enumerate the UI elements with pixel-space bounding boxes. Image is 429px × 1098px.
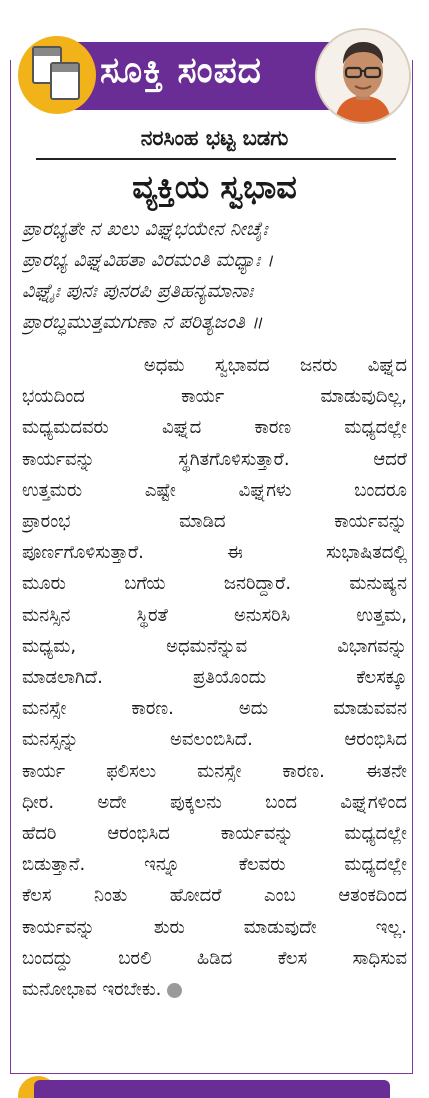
- article-title: ವ್ಯಕ್ತಿಯ ಸ್ವಭಾವ: [132, 168, 297, 206]
- sanskrit-verse: [22, 214, 407, 338]
- article-body: [22, 350, 407, 1005]
- author-portrait: [317, 30, 409, 122]
- body-line: ಕಾರ್ಯವನ್ನು ಸ್ಥಗಿತಗೊಳಿಸುತ್ತಾರೆ. ಆದರೆ: [22, 448, 407, 470]
- body-line: ಮಾಡಲಾಗಿದೆ. ಪ್ರತಿಯೊಂದು ಕೆಲಸಕ್ಕೂ: [22, 667, 407, 689]
- body-line: ಮನಸ್ಸಿನ ಸ್ಥಿರತೆ ಅನುಸರಿಸಿ ಉತ್ತಮ,: [22, 604, 407, 626]
- body-line: ಕಾರ್ಯ ಫಲಿಸಲು ಮನಸ್ಸೇ ಕಾರಣ. ಈತನೇ: [22, 760, 407, 782]
- verse-line: ಪ್ರಾರಭ್ಯ ವಿಘ್ನವಿಹತಾ ವಿರಮಂತಿ ಮಧ್ಯಾಃ ।: [22, 249, 274, 271]
- body-line: ಮನಸ್ಸೇ ಕಾರಣ. ಅದು ಮಾಡುವವನ: [22, 698, 407, 720]
- body-line: ಮಧ್ಯಮದವರು ವಿಘ್ನದ ಕಾರಣ ಮಧ್ಯದಲ್ಲೇ: [22, 417, 407, 439]
- verse-line: ಪ್ರಾರಬ್ಧಮುತ್ತಮಗುಣಾ ನ ಪರಿತ್ಯಜಂತಿ ॥: [22, 311, 263, 333]
- body-line: ಹೆದರಿ ಆರಂಭಿಸಿದ ಕಾರ್ಯವನ್ನು ಮಧ್ಯದಲ್ಲೇ: [22, 823, 407, 845]
- body-line: ಮಧ್ಯಮ, ಅಧಮನೆನ್ನುವ ವಿಭಾಗವನ್ನು: [22, 635, 407, 657]
- column-title: ಸೂಕ್ತಿ ಸಂಪದ: [100, 50, 262, 91]
- end-of-article-dot-icon: [167, 983, 182, 998]
- body-line-last: [22, 974, 407, 1005]
- body-line: ಅಧಮ ಸ್ವಭಾವದ ಜನರು ವಿಘ್ನದ: [22, 355, 407, 376]
- author-divider: [36, 158, 396, 160]
- body-line: ಧೀರ. ಅದೇ ಪುಕ್ಕಲನು ಬಂದ ವಿಘ್ನಗಳಿಂದ: [22, 791, 407, 813]
- verse-line: ಪ್ರಾರಭ್ಯತೇ ನ ಖಲು ವಿಘ್ನಭಯೇನ ನೀಚೈಃ: [22, 218, 268, 240]
- next-column-header-bar: [34, 1080, 390, 1098]
- body-line: ಕಾರ್ಯವನ್ನು ಶುರು ಮಾಡುವುದೇ ಇಲ್ಲ.: [22, 916, 407, 938]
- author-name: ನರಸಿಂಹ ಭಟ್ಟ ಬಡಗು: [140, 126, 289, 150]
- body-line: ಬಂದದ್ದು ಬರಲಿ ಹಿಡಿದ ಕೆಲಸ ಸಾಧಿಸುವ: [22, 947, 407, 969]
- body-line: ಕೆಲಸ ನಿಂತು ಹೋದರೆ ಎಂಬ ಆತಂಕದಿಂದ: [22, 885, 407, 907]
- body-line: ಪ್ರಾರಂಭ ಮಾಡಿದ ಕಾರ್ಯವನ್ನು: [22, 511, 407, 533]
- body-line: ಮನಸ್ಸನ್ನು ಅವಲಂಬಿಸಿದೆ. ಆರಂಭಿಸಿದ: [22, 729, 407, 751]
- body-line: ಭಯದಿಂದ ಕಾರ್ಯ ಮಾಡುವುದಿಲ್ಲ,: [22, 386, 407, 408]
- body-line: ಬಿಡುತ್ತಾನೆ. ಇನ್ನೂ ಕೆಲವರು ಮಧ್ಯದಲ್ಲೇ: [22, 854, 407, 876]
- document-icon: [50, 62, 80, 100]
- body-line: ಮನೋಭಾವ ಇರಬೇಕು.: [22, 979, 162, 1001]
- body-line: ಉತ್ತಮರು ಎಷ್ಟೇ ವಿಘ್ನಗಳು ಬಂದರೂ: [22, 479, 407, 501]
- body-line: ಮೂರು ಬಗೆಯ ಜನರಿದ್ದಾರೆ. ಮನುಷ್ಯನ: [22, 573, 407, 595]
- author-avatar: [315, 28, 411, 124]
- body-line: ಪೂರ್ಣಗೊಳಿಸುತ್ತಾರೆ. ಈ ಸುಭಾಷಿತದಲ್ಲಿ: [22, 542, 407, 564]
- verse-line: ವಿಘ್ನೈಃ ಪುನಃ ಪುನರಪಿ ಪ್ರತಿಹನ್ಯಮಾನಾಃ: [22, 280, 254, 302]
